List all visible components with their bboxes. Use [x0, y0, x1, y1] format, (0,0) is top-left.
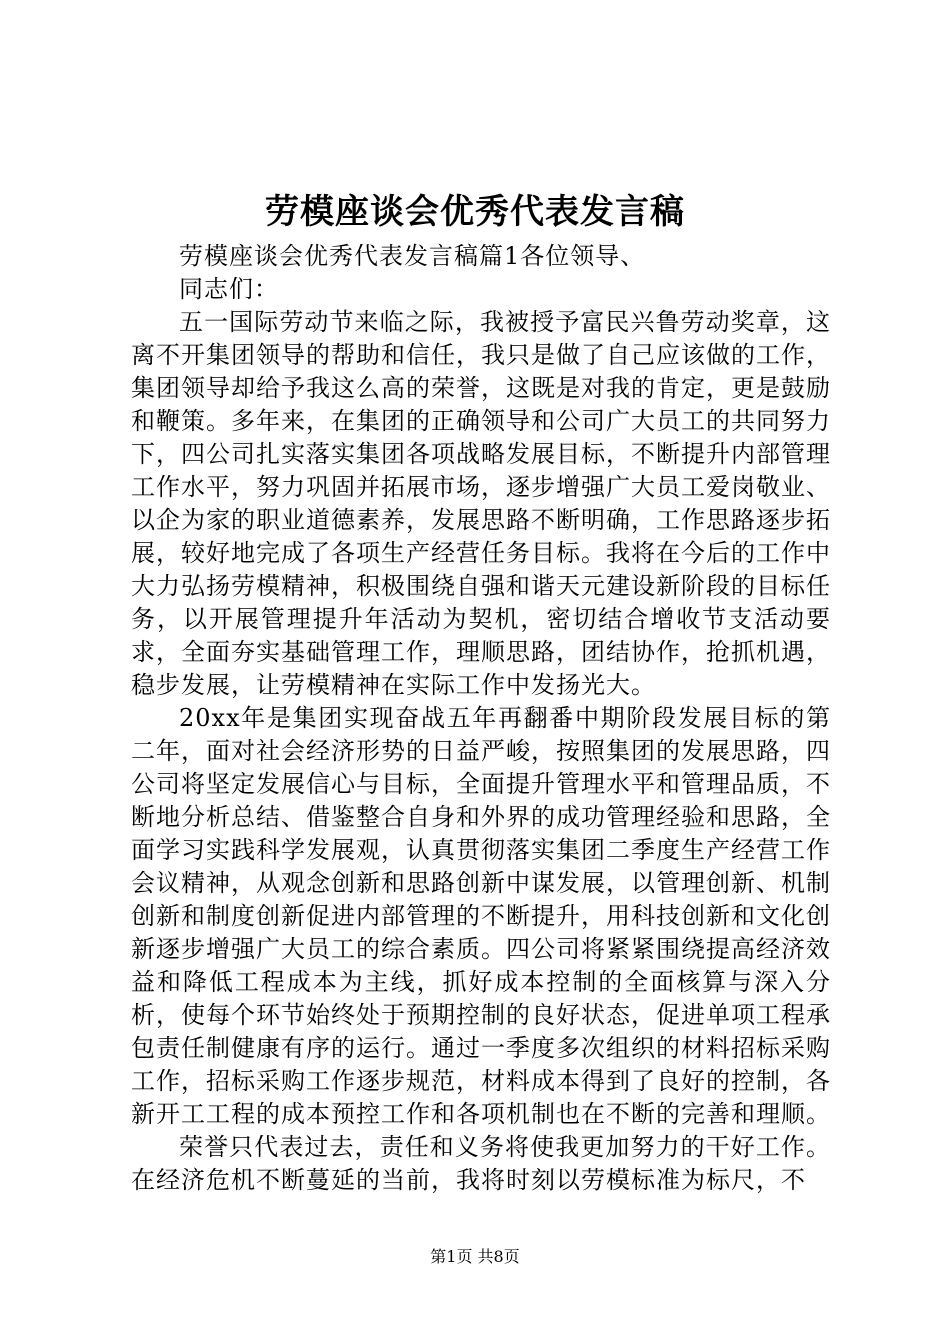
document-title: 劳模座谈会优秀代表发言稿 — [265, 192, 685, 232]
paragraph-2: 20xx年是集团实现奋战五年再翻番中期阶段发展目标的第二年，面对社会经济形势的日益严峻，按照集团的发展思路，四公司将坚定发展信心与目标，全面提升管理水平和管理品质，不断地分析总结、借鉴整合自身和外界的成功管理经验和思路，全面学习实践科学发展观，认真贯彻落实集团二季度生产经营工作会议精神，从观念创新和思路创新中谋发展，以管理创新、机制创新和制度创新促进内部管理的不断提升，用科技创新和文化创新逐步增强广大员工的综合素质。四公司将紧紧围绕提高经济效益和降低工程成本为主线，抓好成本控制的全面核算与深入分析，使每个环节始终处于预期控制的良好状态，促进单项工程承包责任制健康有序的运行。通过一季度多次组织的材料招标采购工作，招标采购工作逐步规范，材料成本得到了良好的控制，各新开工工程的成本预控工作和各项机制也在不断的完善和理顺。 — [131, 704, 831, 1128]
salutation: 同志们： — [179, 275, 279, 303]
document-body — [131, 240, 831, 1197]
paragraph-1: 五一国际劳动节来临之际，我被授予富民兴鲁劳动奖章，这离不开集团领导的帮助和信任，我只是做了自己应该做的工作，集团领导却给予我这么高的荣誉，这既是对我的肯定，更是鼓励和鞭策。多年来，在集团的正确领导和公司广大员工的共同努力下，四公司扎实落实集团各项战略发展目标，不断提升内部管理工作水平，努力巩固并拓展市场，逐步增强广大员工爱岗敬业、以企为家的职业道德素养，发展思路不断明确，工作思路逐步拓展，较好地完成了各项生产经营任务目标。我将在今后的工作中大力弘扬劳模精神，积极围绕自强和谐天元建设新阶段的目标任务，以开展管理提升年活动为契机，密切结合增收节支活动要求，全面夯实基础管理工作，理顺思路，团结协作，抢抓机遇，稳步发展，让劳模精神在实际工作中发扬光大。 — [131, 308, 831, 699]
paragraph-3: 荣誉只代表过去，责任和义务将使我更加努力的干好工作。在经济危机不断蔓延的当前，我将时刻以劳模标准为标尺，不 — [131, 1133, 831, 1194]
page-footer: 第1页 共8页 — [430, 1247, 520, 1266]
intro-line: 劳模座谈会优秀代表发言稿篇1各位领导、 — [179, 242, 646, 270]
